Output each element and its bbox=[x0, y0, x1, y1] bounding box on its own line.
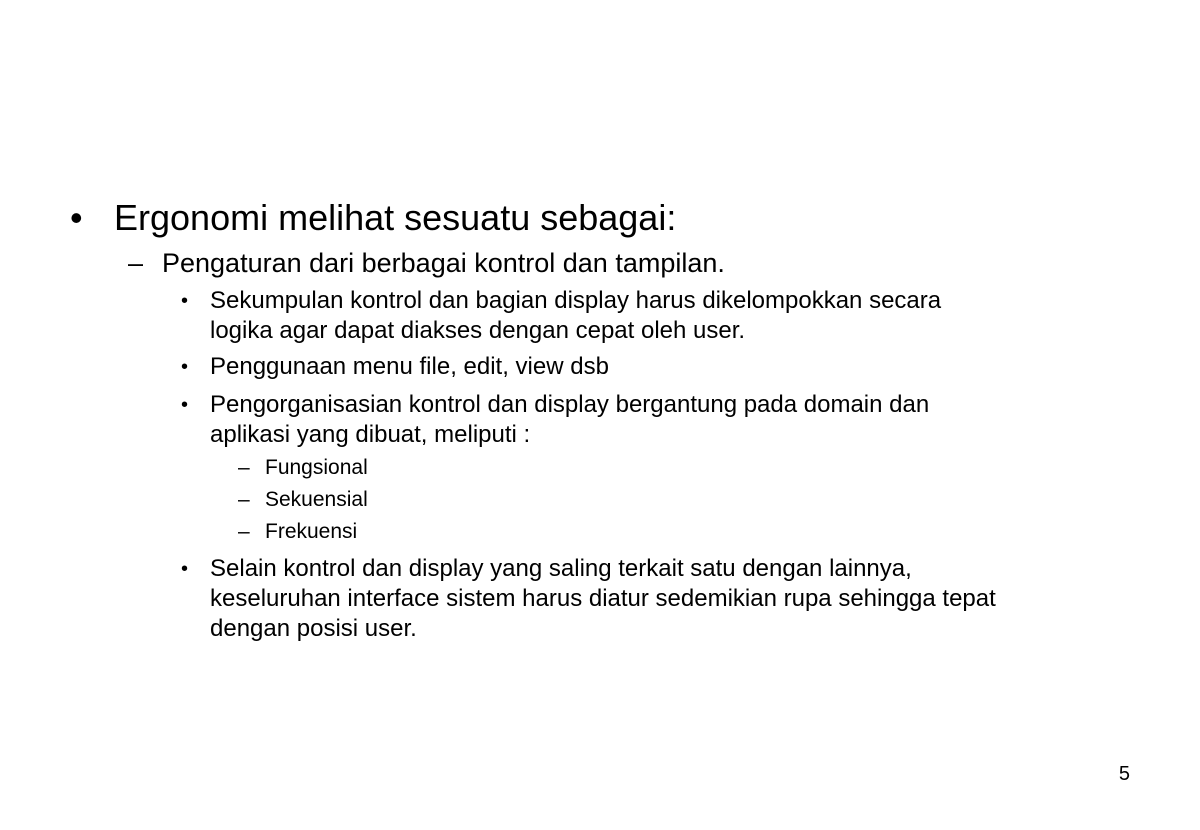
list-item-text: Selain kontrol dan display yang saling terkait satu dengan lainnya, keseluruhan interface sistem harus diatur sedemikian rupa sehingga tepat dengan posisi user. bbox=[210, 555, 996, 642]
main-bullet-text: Ergonomi melihat sesuatu sebagai: bbox=[114, 197, 677, 238]
sub-list-item-text: Sekuensial bbox=[265, 488, 368, 511]
sub-list-item-text: Fungsional bbox=[265, 456, 368, 479]
bullet-icon: • bbox=[70, 197, 83, 238]
list-item-text: Sekumpulan kontrol dan bagian display harus dikelompokkan secara logika agar dapat diakses dengan cepat oleh user. bbox=[210, 287, 942, 344]
bullet-icon: • bbox=[181, 394, 189, 416]
bullet-icon: • bbox=[181, 356, 189, 378]
dash-icon: – bbox=[238, 520, 250, 543]
sub-list-item-text: Frekuensi bbox=[265, 520, 358, 543]
sub-bullet-text: Pengaturan dari berbagai kontrol dan tampilan. bbox=[162, 248, 725, 278]
bullet-icon: • bbox=[181, 558, 189, 580]
dash-icon: – bbox=[238, 456, 250, 479]
page-number: 5 bbox=[1118, 763, 1130, 785]
dash-icon: – bbox=[238, 488, 250, 511]
dash-icon: – bbox=[128, 248, 144, 278]
bullet-icon: • bbox=[181, 290, 189, 312]
list-item-text: Penggunaan menu file, edit, view dsb bbox=[210, 353, 609, 380]
list-item-text: Pengorganisasian kontrol dan display bergantung pada domain dan aplikasi yang dibuat, meliputi : bbox=[210, 391, 930, 448]
